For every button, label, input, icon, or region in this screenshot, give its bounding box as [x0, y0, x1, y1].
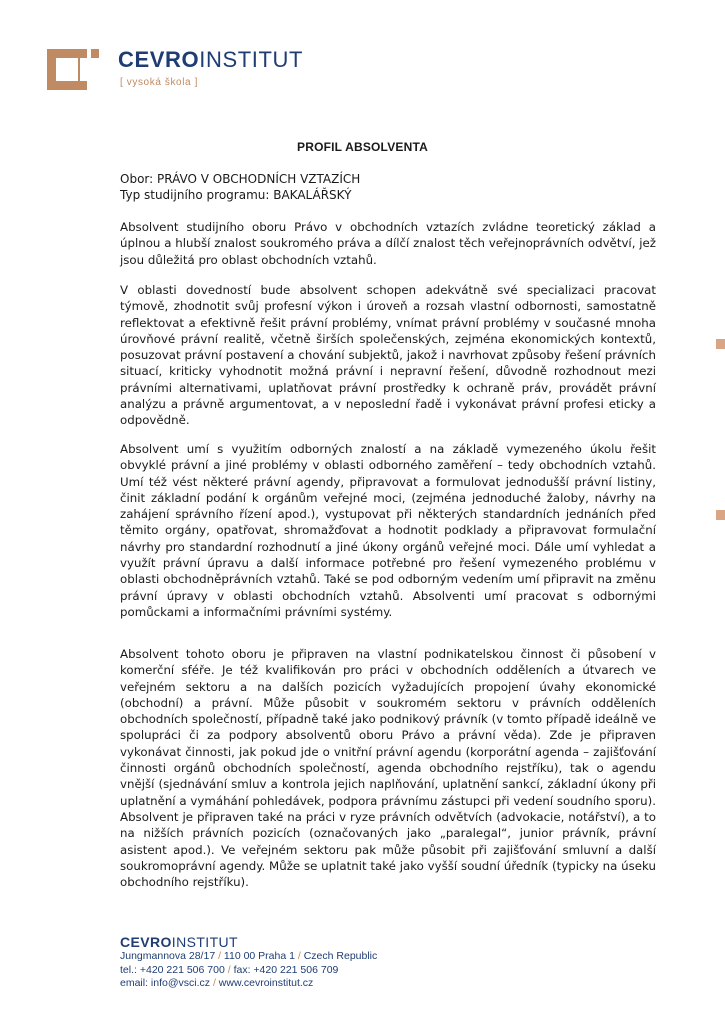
paragraph-1 — [120, 219, 656, 268]
separator: / — [297, 950, 301, 962]
paragraph-text: Absolvent umí s využitím odborných znalostí a na základě vymezeného úkolu řešit obvyklé právní a jiné problémy v oblasti odborného zaměření – tedy obchodních vztahů. Umí též vést některé právní agendy, připravovat a formulovat jednodušší právní listiny, činit základní podání k orgánům veřejné moci, (zejména jednoduché žaloby, návrhy na zahájení správního řízení apod.), vystupovat při některých standardních jednáních před těmito orgány, opatřovat, shromažďovat a hodnotit podklady a připravovat formulační návrhy pro standardní rozhodnutí a jiné úkony orgánů veřejné moci. Dále umí vyhledat a využít právní úpravu a další informace potřebné pro řešení vymezeného problému v oblasti obchodněprávních vztahů. Také se pod odborným vedením umí připravit na změnu právní úpravy v oblasti obchodních vztahů. Absolventi umí pracovat s odbornými pomůckami a informačními právními systémy. — [120, 442, 656, 619]
address-country: Czech Republic — [303, 950, 378, 962]
footer — [120, 934, 377, 991]
page-edge-marker — [716, 339, 725, 349]
program-type: Typ studijního programu: BAKALÁŘSKÝ — [120, 188, 352, 202]
footer-web — [120, 977, 377, 991]
separator: / — [227, 963, 231, 976]
brand-wordmark — [118, 47, 303, 73]
paragraph-text: Absolvent studijního oboru Právo v obchodních vztazích zvládne teoretický základ a úplnou a hlubší znalost soukromého práva a dílčí znalost těch veřejnoprávních odvětví, jež jsou důležitá pro oblast obchodních vztahů. — [120, 220, 656, 267]
document-title: PROFIL ABSOLVENTA — [297, 140, 428, 154]
footer-brand-bold: CEVRO — [120, 934, 172, 950]
brand-tagline: [ vysoká škola ] — [120, 77, 198, 88]
website-link[interactable]: www.cevroinstitut.cz — [218, 977, 314, 989]
paragraph-2 — [120, 282, 656, 429]
separator: / — [212, 977, 216, 989]
footer-brand-light: INSTITUT — [171, 934, 238, 950]
paragraph-4 — [120, 646, 656, 890]
address-city: 110 00 Praha 1 — [223, 950, 295, 962]
fax: fax: +420 221 506 709 — [233, 963, 339, 976]
email-link[interactable]: email: info@vsci.cz — [120, 977, 211, 989]
footer-brand — [120, 934, 377, 950]
paragraph-3 — [120, 441, 656, 620]
field-of-study: Obor: PRÁVO V OBCHODNÍCH VZTAZÍCH — [120, 172, 361, 186]
brand-bold: CEVRO — [118, 47, 200, 72]
paragraph-text: V oblasti dovedností bude absolvent schopen adekvátně své specializaci pracovat týmově, zhodnotit svůj profesní výkon i úroveň a rozsah vlastní odbornosti, samostatně reflektovat a efektivně řešit právní problémy, vnímat právní problémy v současné mnoha úrovňové právní realitě, včetně širších společenských, zejména ekonomických kontextů, posuzovat právní postavení a chování subjektů, jakož i navrhovat způsoby řešení právních situací, kriticky vyhodnotit možná právní i nepravní řešení, důvodně rozhodnout mezi právními alternativami, uplatňovat právní prostředky k ochraně práv, provádět právní analýzu a právně argumentovat, a v neposlední řadě i vykonávat právní profesi eticky a odpovědně. — [120, 283, 656, 428]
separator: / — [218, 950, 221, 962]
cevro-bracket-logo-icon — [47, 49, 99, 90]
brand-light: INSTITUT — [199, 47, 304, 72]
phone: tel.: +420 221 506 700 — [120, 963, 225, 976]
footer-address — [120, 950, 377, 964]
study-info — [120, 171, 360, 203]
paragraph-text: Absolvent tohoto oboru je připraven na vlastní podnikatelskou činnost či působení v komerční sféře. Je též kvalifikován pro práci v obchodních odděleních a útvarech ve veřejném sektoru a na dalších pozicích vyžadujících propojení úvahy ekonomické (obchodní) a právní. Může působit v soukromém sektoru v právních odděleních obchodních společností, případně také jako podnikový právník (v tomto případě ideálně ve spolupráci či za podpory absolventů oboru Právo a právní věda). Zde je připraven vykonávat činnosti, jak pokud jde o vnitřní právní agendu (korporátní agenda – zajišťování činnosti orgánů obchodních společností, agenda obchodního rejstříku), tak o agendu vnější (sjednávání smluv a kontrola jejich naplňování, uplatnění sankcí, základní úkony při uplatnění a vymáhání pohledávek, podpora právnímu zástupci při vedení soudního sporu). Absolvent je připraven také na práci v ryze právních odvětvích (advokacie, notářství), a to na nižších právních pozicích (označovaných jako „paralegal“, junior právník, právní asistent apod.). Ve veřejném sektoru pak může působit při zajišťování smluvní a další soukromoprávní agendy. Může se uplatnit také jako vyšší soudní úředník (typicky na úseku obchodního rejstříku). — [120, 647, 656, 890]
page-edge-marker — [716, 510, 725, 520]
address-street: Jungmannova 28/17 — [120, 950, 216, 962]
footer-contact — [120, 964, 377, 978]
